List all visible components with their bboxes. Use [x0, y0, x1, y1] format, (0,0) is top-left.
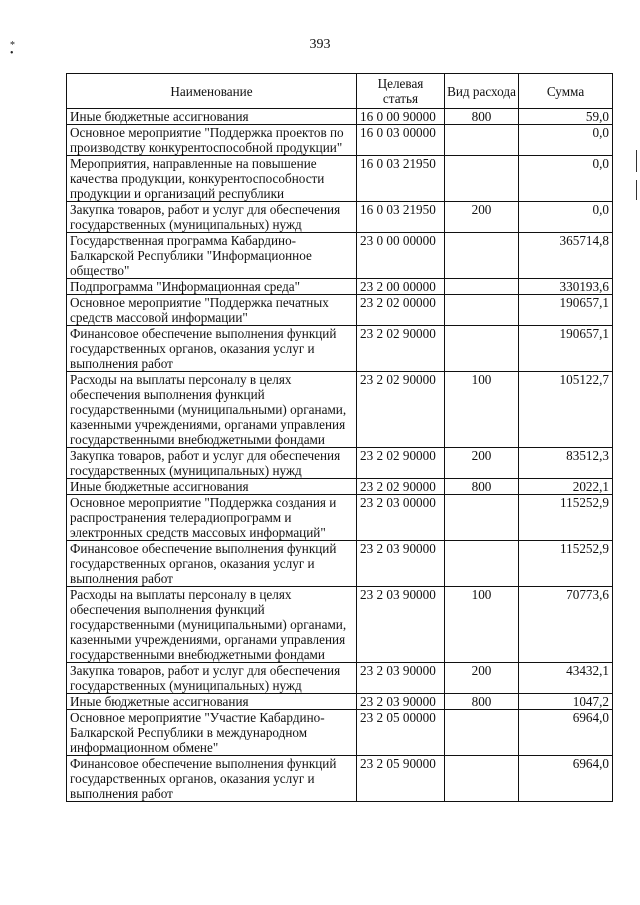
row-sum: 115252,9 [519, 541, 613, 587]
page-number: 393 [309, 37, 331, 52]
row-sum: 115252,9 [519, 495, 613, 541]
table-row [67, 541, 613, 587]
row-target: 16 0 03 21950 [357, 156, 445, 202]
budget-table [66, 73, 613, 802]
row-name: Финансовое обеспечение выполнения функций государственных органов, оказания услуг и выполнения работ [67, 541, 357, 587]
row-sum: 0,0 [519, 125, 613, 156]
row-type [445, 495, 519, 541]
row-target: 23 2 05 90000 [357, 756, 445, 802]
row-name: Иные бюджетные ассигнования [67, 109, 357, 125]
table-row [67, 125, 613, 156]
row-target: 23 2 03 90000 [357, 694, 445, 710]
row-sum: 190657,1 [519, 326, 613, 372]
table-header-row [67, 74, 613, 109]
row-target: 23 2 02 00000 [357, 295, 445, 326]
table-row [67, 109, 613, 125]
table-row [67, 479, 613, 495]
row-sum: 0,0 [519, 156, 613, 202]
row-target: 23 2 03 90000 [357, 663, 445, 694]
row-name: Финансовое обеспечение выполнения функций государственных органов, оказания услуг и выполнения работ [67, 756, 357, 802]
row-type: 800 [445, 479, 519, 495]
column-header-sum: Сумма [519, 74, 613, 109]
table-row [67, 156, 613, 202]
row-type: 800 [445, 109, 519, 125]
row-type: 200 [445, 663, 519, 694]
scan-edge-mark [636, 150, 638, 172]
row-type [445, 125, 519, 156]
row-name: Основное мероприятие "Поддержка печатных средств массовой информации" [67, 295, 357, 326]
row-type [445, 295, 519, 326]
row-target: 23 2 03 90000 [357, 541, 445, 587]
row-sum: 2022,1 [519, 479, 613, 495]
column-header-type: Вид расхода [445, 74, 519, 109]
row-name: Закупка товаров, работ и услуг для обеспечения государственных (муниципальных) нужд [67, 663, 357, 694]
column-header-name: Наименование [67, 74, 357, 109]
row-name: Основное мероприятие "Поддержка создания и распространения телерадиопрограмм и электронных средств массовых информаций" [67, 495, 357, 541]
row-type [445, 756, 519, 802]
row-name: Подпрограмма "Информационная среда" [67, 279, 357, 295]
row-type: 100 [445, 372, 519, 448]
row-target: 23 2 03 90000 [357, 587, 445, 663]
row-sum: 365714,8 [519, 233, 613, 279]
row-name: Расходы на выплаты персоналу в целях обеспечения выполнения функций государственными (муниципальными) органами, казенными учреждениями, органами управления государственными внебюджетными фондами [67, 372, 357, 448]
row-type: 200 [445, 448, 519, 479]
table-row [67, 694, 613, 710]
table-row [67, 372, 613, 448]
row-target: 23 2 02 90000 [357, 372, 445, 448]
row-name: Закупка товаров, работ и услуг для обеспечения государственных (муниципальных) нужд [67, 202, 357, 233]
row-type [445, 710, 519, 756]
row-sum: 0,0 [519, 202, 613, 233]
table-row [67, 326, 613, 372]
row-target: 23 2 03 00000 [357, 495, 445, 541]
row-sum: 83512,3 [519, 448, 613, 479]
row-name: Иные бюджетные ассигнования [67, 479, 357, 495]
row-target: 23 0 00 00000 [357, 233, 445, 279]
row-type: 800 [445, 694, 519, 710]
row-sum: 330193,6 [519, 279, 613, 295]
table-row [67, 587, 613, 663]
margin-mark-bullet: • [10, 48, 14, 59]
row-target: 16 0 03 21950 [357, 202, 445, 233]
row-type [445, 279, 519, 295]
row-name: Государственная программа Кабардино-Балкарской Республики "Информационное общество" [67, 233, 357, 279]
row-target: 23 2 02 90000 [357, 326, 445, 372]
row-sum: 70773,6 [519, 587, 613, 663]
row-name: Основное мероприятие "Участие Кабардино-Балкарской Республики в международном информационном обмене" [67, 710, 357, 756]
row-sum: 59,0 [519, 109, 613, 125]
column-header-target: Целевая статья [357, 74, 445, 109]
row-type [445, 541, 519, 587]
row-target: 23 2 02 90000 [357, 448, 445, 479]
table-row [67, 710, 613, 756]
table-row [67, 448, 613, 479]
row-target: 23 2 05 00000 [357, 710, 445, 756]
margin-mark-asterisk: * [10, 40, 15, 51]
table-row [67, 495, 613, 541]
row-target: 23 2 00 00000 [357, 279, 445, 295]
row-sum: 1047,2 [519, 694, 613, 710]
row-name: Мероприятия, направленные на повышение качества продукции, конкурентоспособности продукции и организаций республики [67, 156, 357, 202]
row-sum: 105122,7 [519, 372, 613, 448]
row-type [445, 326, 519, 372]
table-row [67, 663, 613, 694]
row-type: 200 [445, 202, 519, 233]
table-row [67, 295, 613, 326]
row-name: Финансовое обеспечение выполнения функций государственных органов, оказания услуг и выполнения работ [67, 326, 357, 372]
row-type [445, 156, 519, 202]
row-name: Расходы на выплаты персоналу в целях обеспечения выполнения функций государственными (муниципальными) органами, казенными учреждениями, органами управления государственными внебюджетными фондами [67, 587, 357, 663]
row-sum: 190657,1 [519, 295, 613, 326]
row-sum: 6964,0 [519, 710, 613, 756]
table-row [67, 279, 613, 295]
row-target: 16 0 03 00000 [357, 125, 445, 156]
row-type [445, 233, 519, 279]
table-row [67, 756, 613, 802]
row-name: Иные бюджетные ассигнования [67, 694, 357, 710]
row-type: 100 [445, 587, 519, 663]
scan-edge-mark [636, 180, 638, 200]
row-sum: 43432,1 [519, 663, 613, 694]
row-target: 16 0 00 90000 [357, 109, 445, 125]
table-row [67, 233, 613, 279]
row-name: Основное мероприятие "Поддержка проектов по производству конкурентоспособной продукции" [67, 125, 357, 156]
row-sum: 6964,0 [519, 756, 613, 802]
row-name: Закупка товаров, работ и услуг для обеспечения государственных (муниципальных) нужд [67, 448, 357, 479]
row-target: 23 2 02 90000 [357, 479, 445, 495]
table-row [67, 202, 613, 233]
